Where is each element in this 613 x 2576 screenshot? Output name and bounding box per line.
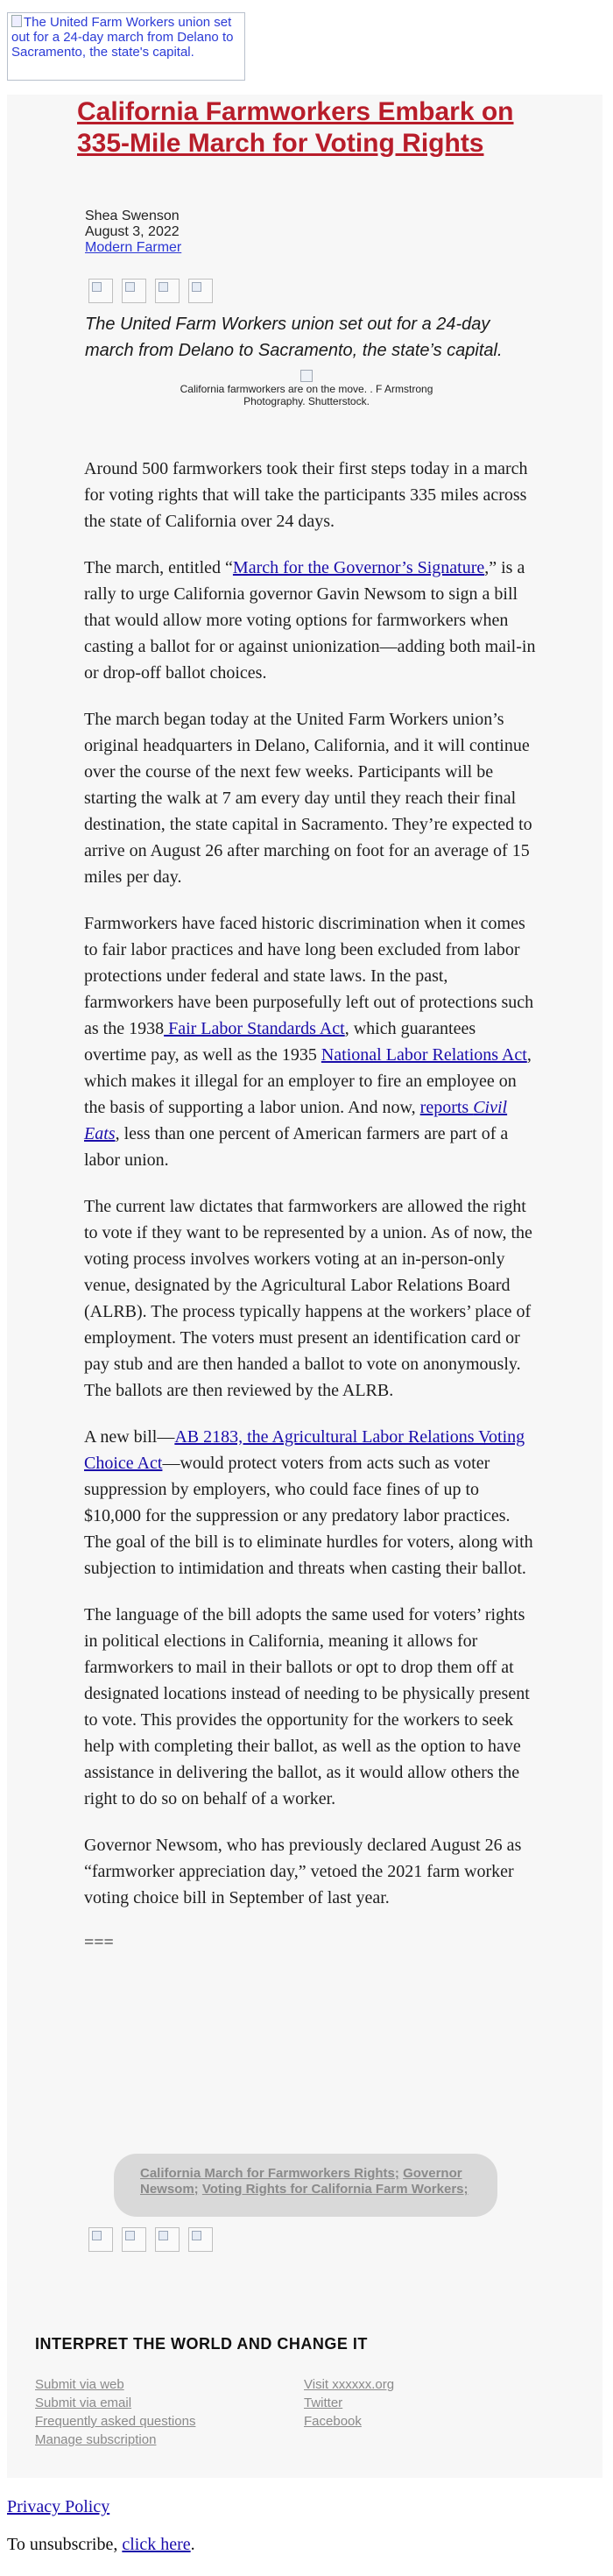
paragraph: Farmworkers have faced historic discrimination when it comes to fair labor practices and have long been excluded from labor protections under federal and state laws. In the past, farmworkers have been purposefully left out of protections such as the 1938 Fair Labor Standards Act, which guarantees overtime pay, as well as the 1935 National Labor Relations Act, which makes it illegal for an employer to fire an employee on the basis of supporting a labor union. And now, reports Civil Eats, less than one percent of American farmers are part of a labor union. — [84, 914, 534, 1170]
separator: === — [84, 1933, 114, 1952]
footer-links-right — [304, 2375, 394, 2431]
share-icon[interactable] — [188, 2227, 213, 2252]
faq-link[interactable]: Frequently asked questions — [35, 2414, 196, 2429]
unsubscribe-row: To unsubscribe, click here. — [7, 2535, 195, 2554]
broken-image-icon — [11, 15, 22, 27]
submit-web-link[interactable]: Submit via web — [35, 2377, 124, 2392]
footer-links-left — [35, 2375, 195, 2449]
figure-caption: California farmworkers are on the move. . F Armstrong Photography. Shutterstock. — [180, 383, 433, 407]
author: Shea Swenson — [85, 209, 180, 223]
tag-link[interactable]: California March for Farmworkers Rights; — [140, 2166, 399, 2181]
tag-link[interactable]: Voting Rights for California Farm Workers; — [201, 2182, 469, 2197]
facebook-link[interactable]: Facebook — [304, 2414, 362, 2429]
article-figure — [175, 370, 438, 407]
paragraph: Around 500 farmworkers took their first steps today in a march for voting rights that will take the participants 335 miles across the state of California over 24 days. — [84, 459, 528, 531]
hero-image[interactable] — [7, 12, 245, 81]
share-icon[interactable] — [122, 279, 146, 303]
source-link[interactable]: Modern Farmer — [85, 240, 182, 255]
article-body — [84, 456, 539, 1976]
share-row-bottom — [88, 2227, 213, 2252]
paragraph: The march began today at the United Farm Workers union’s original headquarters in Delano, California, and it will continue over the course of the next few weeks. Participants will be starting the walk at 7 am every day until they reach their final destination, the state capital in Sacramento. They’re expected to arrive on August 26 after marching on foot for an average of 15 miles per day. — [84, 710, 532, 887]
share-row-top — [88, 279, 213, 303]
article-title[interactable]: California Farmworkers Embark on 335-Mile March for Voting Rights — [77, 97, 514, 158]
paragraph: Governor Newsom, who has previously declared August 26 as “farmworker appreciation day,” vetoed the 2021 farm worker voting choice bill in September of last year. — [84, 1836, 522, 1907]
flsa-link[interactable]: Fair Labor Standards Act — [164, 1019, 345, 1038]
paragraph: A new bill—AB 2183, the Agricultural Labor Relations Voting Choice Act—would protect voters from acts such as voter suppression by employers, who could face fines of up to $10,000 for the suppression or any predatory labor practices. The goal of the bill is to eliminate hurdles for voters, along with subjection to intimidation and threats when casting their ballot. — [84, 1427, 533, 1578]
share-icon[interactable] — [188, 279, 213, 303]
share-icon[interactable] — [155, 279, 180, 303]
paragraph: The current law dictates that farmworkers are allowed the right to vote if they want to be represented by a union. As of now, the voting process involves workers voting at an in-person-only venue, designated by the Agricultural Labor Relations Board (ALRB). The process typically happens at the workers’ place of employment. The voters must present an identification card or pay stub and are then handed a ballot to vote on anonymously. The ballots are then reviewed by the ALRB. — [84, 1197, 532, 1400]
twitter-link[interactable]: Twitter — [304, 2396, 343, 2410]
paragraph: The march, entitled “March for the Governor’s Signature,” is a rally to urge California governor Gavin Newsom to sign a bill that would allow more voting options for farmworkers when casting a ballot for or against unionization—adding both mail-in or drop-off ballot choices. — [84, 558, 536, 683]
civil-eats-link[interactable]: reports Civil Eats — [84, 1098, 508, 1143]
byline — [85, 209, 181, 256]
submit-email-link[interactable]: Submit via email — [35, 2396, 132, 2410]
share-icon[interactable] — [155, 2227, 180, 2252]
footer-title: INTERPRET THE WORLD AND CHANGE IT — [35, 2335, 368, 2353]
privacy-row — [7, 2497, 109, 2517]
tag-link[interactable]: Governor Newsom; — [140, 2166, 462, 2197]
manage-subscription-link[interactable]: Manage subscription — [35, 2432, 157, 2447]
privacy-policy-link[interactable]: Privacy Policy — [7, 2497, 110, 2516]
nlra-link[interactable]: National Labor Relations Act — [321, 1045, 527, 1065]
share-icon[interactable] — [88, 2227, 113, 2252]
date: August 3, 2022 — [85, 224, 180, 239]
bill-link[interactable]: AB 2183, the Agricultural Labor Relations Voting Choice Act — [84, 1427, 525, 1473]
image-placeholder-icon — [300, 370, 313, 382]
article-dek: The United Farm Workers union set out for a 24-day march from Delano to Sacramento, the state’s capital. — [85, 315, 503, 360]
hero-image-alt: The United Farm Workers union set out for a 24-day march from Delano to Sacramento, the state's capital. — [11, 15, 234, 60]
tag-list — [114, 2154, 497, 2217]
visit-site-link[interactable]: Visit xxxxxx.org — [304, 2377, 395, 2392]
share-icon[interactable] — [122, 2227, 146, 2252]
unsubscribe-link[interactable]: click here — [122, 2535, 191, 2554]
share-icon[interactable] — [88, 279, 113, 303]
march-link[interactable]: March for the Governor’s Signature — [232, 558, 485, 577]
paragraph: The language of the bill adopts the same used for voters’ rights in political elections in California, meaning it allows for farmworkers to mail in their ballots or opt to drop them off at designated locations instead of needing to be physically present to vote. This provides the opportunity for the workers to seek help with completing their ballot, as well as the option to have assistance in delivering the ballot, as it would allow others the right to do so on behalf of a worker. — [84, 1605, 530, 1808]
